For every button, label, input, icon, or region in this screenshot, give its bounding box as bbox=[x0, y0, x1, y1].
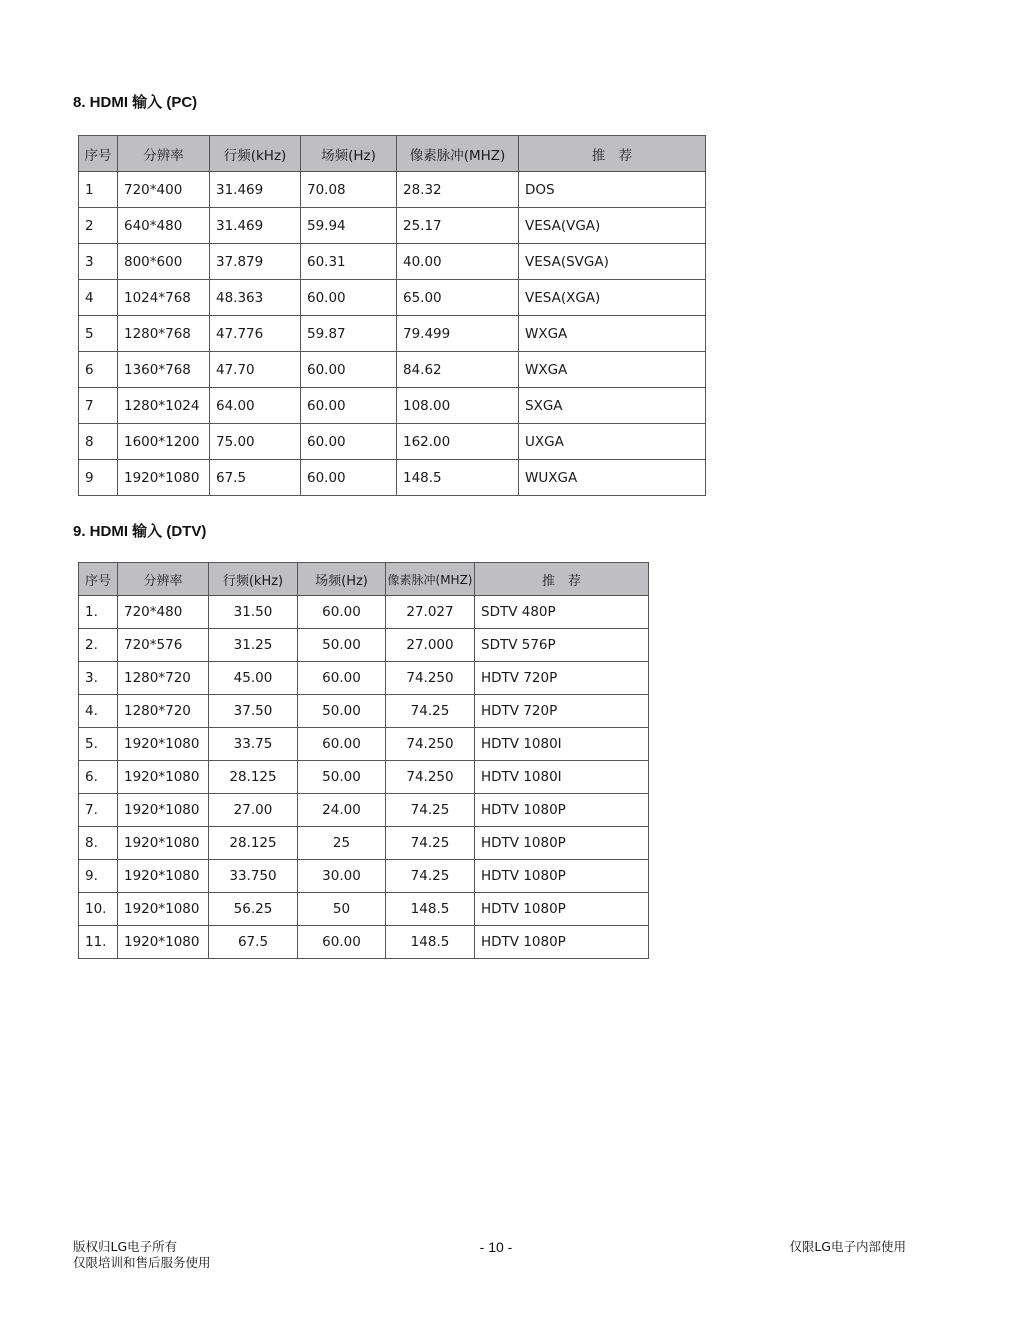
table-row bbox=[79, 794, 649, 827]
cell-index: 10. bbox=[79, 893, 118, 926]
cell-pixel-clock: 148.5 bbox=[397, 460, 519, 496]
cell-v-freq: 50 bbox=[298, 893, 386, 926]
footer-copyright-line1: 版权归LG电子所有 bbox=[73, 1239, 178, 1254]
cell-h-freq: 27.00 bbox=[209, 794, 298, 827]
cell-recommended: UXGA bbox=[519, 424, 706, 460]
cell-pixel-clock: 148.5 bbox=[386, 893, 475, 926]
cell-recommended: HDTV 720P bbox=[475, 695, 649, 728]
cell-index: 4. bbox=[79, 695, 118, 728]
cell-pixel-clock: 162.00 bbox=[397, 424, 519, 460]
cell-h-freq: 33.750 bbox=[209, 860, 298, 893]
cell-v-freq: 60.00 bbox=[301, 424, 397, 460]
pc-section-title: 8. HDMI 输入 (PC) bbox=[73, 94, 198, 111]
cell-index: 1. bbox=[79, 596, 118, 629]
cell-recommended: HDTV 1080P bbox=[475, 827, 649, 860]
cell-recommended: HDTV 1080P bbox=[475, 926, 649, 959]
cell-h-freq: 75.00 bbox=[210, 424, 301, 460]
footer-internal-use: 仅限LG电子内部使用 bbox=[789, 1239, 906, 1254]
cell-index: 2. bbox=[79, 629, 118, 662]
dtv-timing-table bbox=[78, 562, 649, 959]
cell-pixel-clock: 27.000 bbox=[386, 629, 475, 662]
cell-h-freq: 28.125 bbox=[209, 761, 298, 794]
header-recommended: 推 荐 bbox=[519, 136, 706, 172]
cell-h-freq: 31.50 bbox=[209, 596, 298, 629]
table-row bbox=[79, 926, 649, 959]
cell-recommended: WXGA bbox=[519, 352, 706, 388]
cell-v-freq: 60.31 bbox=[301, 244, 397, 280]
cell-index: 7 bbox=[79, 388, 118, 424]
cell-h-freq: 56.25 bbox=[209, 893, 298, 926]
cell-pixel-clock: 74.250 bbox=[386, 662, 475, 695]
cell-resolution: 1360*768 bbox=[118, 352, 210, 388]
cell-h-freq: 45.00 bbox=[209, 662, 298, 695]
cell-pixel-clock: 74.25 bbox=[386, 794, 475, 827]
header-recommended: 推 荐 bbox=[475, 563, 649, 596]
header-resolution: 分辨率 bbox=[118, 563, 209, 596]
cell-resolution: 720*576 bbox=[118, 629, 209, 662]
cell-v-freq: 70.08 bbox=[301, 172, 397, 208]
cell-h-freq: 33.75 bbox=[209, 728, 298, 761]
header-pixel-clock: 像素脉冲(MHZ) bbox=[397, 136, 519, 172]
cell-pixel-clock: 28.32 bbox=[397, 172, 519, 208]
header-index: 序号 bbox=[79, 563, 118, 596]
cell-pixel-clock: 27.027 bbox=[386, 596, 475, 629]
cell-recommended: HDTV 720P bbox=[475, 662, 649, 695]
cell-index: 8 bbox=[79, 424, 118, 460]
cell-recommended: SDTV 576P bbox=[475, 629, 649, 662]
table-row bbox=[79, 695, 649, 728]
table-row bbox=[79, 172, 706, 208]
cell-h-freq: 37.50 bbox=[209, 695, 298, 728]
cell-resolution: 640*480 bbox=[118, 208, 210, 244]
cell-resolution: 1280*768 bbox=[118, 316, 210, 352]
cell-pixel-clock: 40.00 bbox=[397, 244, 519, 280]
cell-pixel-clock: 74.25 bbox=[386, 860, 475, 893]
cell-h-freq: 31.25 bbox=[209, 629, 298, 662]
cell-h-freq: 48.363 bbox=[210, 280, 301, 316]
cell-v-freq: 60.00 bbox=[298, 596, 386, 629]
cell-v-freq: 30.00 bbox=[298, 860, 386, 893]
cell-h-freq: 31.469 bbox=[210, 208, 301, 244]
cell-pixel-clock: 84.62 bbox=[397, 352, 519, 388]
cell-resolution: 1920*1080 bbox=[118, 728, 209, 761]
cell-pixel-clock: 108.00 bbox=[397, 388, 519, 424]
cell-resolution: 1280*720 bbox=[118, 695, 209, 728]
cell-recommended: HDTV 1080I bbox=[475, 761, 649, 794]
cell-v-freq: 60.00 bbox=[301, 280, 397, 316]
cell-v-freq: 25 bbox=[298, 827, 386, 860]
cell-index: 4 bbox=[79, 280, 118, 316]
cell-resolution: 1920*1080 bbox=[118, 794, 209, 827]
cell-index: 2 bbox=[79, 208, 118, 244]
cell-recommended: DOS bbox=[519, 172, 706, 208]
table-row bbox=[79, 827, 649, 860]
cell-resolution: 1920*1080 bbox=[118, 761, 209, 794]
cell-v-freq: 60.00 bbox=[301, 352, 397, 388]
cell-resolution: 1920*1080 bbox=[118, 860, 209, 893]
cell-v-freq: 50.00 bbox=[298, 695, 386, 728]
header-v-freq: 场频(Hz) bbox=[301, 136, 397, 172]
cell-pixel-clock: 74.25 bbox=[386, 827, 475, 860]
cell-resolution: 1920*1080 bbox=[118, 827, 209, 860]
table-header-row bbox=[79, 136, 706, 172]
table-row bbox=[79, 460, 706, 496]
cell-pixel-clock: 79.499 bbox=[397, 316, 519, 352]
cell-v-freq: 59.94 bbox=[301, 208, 397, 244]
cell-v-freq: 60.00 bbox=[298, 728, 386, 761]
cell-v-freq: 50.00 bbox=[298, 629, 386, 662]
cell-resolution: 1920*1080 bbox=[118, 460, 210, 496]
table-row bbox=[79, 280, 706, 316]
cell-pixel-clock: 74.250 bbox=[386, 761, 475, 794]
header-resolution: 分辨率 bbox=[118, 136, 210, 172]
cell-index: 3. bbox=[79, 662, 118, 695]
cell-h-freq: 67.5 bbox=[209, 926, 298, 959]
table-row bbox=[79, 388, 706, 424]
cell-index: 7. bbox=[79, 794, 118, 827]
cell-resolution: 1024*768 bbox=[118, 280, 210, 316]
cell-pixel-clock: 74.25 bbox=[386, 695, 475, 728]
cell-index: 8. bbox=[79, 827, 118, 860]
table-row bbox=[79, 662, 649, 695]
cell-recommended: SDTV 480P bbox=[475, 596, 649, 629]
cell-resolution: 800*600 bbox=[118, 244, 210, 280]
page-number: - 10 - bbox=[479, 1239, 513, 1255]
cell-v-freq: 60.00 bbox=[298, 662, 386, 695]
cell-pixel-clock: 148.5 bbox=[386, 926, 475, 959]
cell-h-freq: 31.469 bbox=[210, 172, 301, 208]
cell-index: 6 bbox=[79, 352, 118, 388]
table-row bbox=[79, 596, 649, 629]
dtv-section-title: 9. HDMI 输入 (DTV) bbox=[73, 523, 207, 540]
header-h-freq: 行频(kHz) bbox=[209, 563, 298, 596]
cell-recommended: WUXGA bbox=[519, 460, 706, 496]
cell-resolution: 720*400 bbox=[118, 172, 210, 208]
cell-pixel-clock: 25.17 bbox=[397, 208, 519, 244]
cell-v-freq: 50.00 bbox=[298, 761, 386, 794]
table-row bbox=[79, 761, 649, 794]
cell-resolution: 720*480 bbox=[118, 596, 209, 629]
cell-h-freq: 64.00 bbox=[210, 388, 301, 424]
cell-v-freq: 60.00 bbox=[301, 388, 397, 424]
cell-index: 5. bbox=[79, 728, 118, 761]
cell-recommended: HDTV 1080I bbox=[475, 728, 649, 761]
cell-v-freq: 60.00 bbox=[301, 460, 397, 496]
cell-index: 5 bbox=[79, 316, 118, 352]
cell-index: 3 bbox=[79, 244, 118, 280]
cell-h-freq: 67.5 bbox=[210, 460, 301, 496]
cell-index: 9 bbox=[79, 460, 118, 496]
table-row bbox=[79, 629, 649, 662]
cell-pixel-clock: 65.00 bbox=[397, 280, 519, 316]
cell-h-freq: 47.70 bbox=[210, 352, 301, 388]
cell-recommended: WXGA bbox=[519, 316, 706, 352]
cell-index: 1 bbox=[79, 172, 118, 208]
cell-h-freq: 28.125 bbox=[209, 827, 298, 860]
cell-recommended: VESA(VGA) bbox=[519, 208, 706, 244]
cell-v-freq: 24.00 bbox=[298, 794, 386, 827]
cell-recommended: HDTV 1080P bbox=[475, 860, 649, 893]
table-row bbox=[79, 208, 706, 244]
cell-index: 9. bbox=[79, 860, 118, 893]
header-index: 序号 bbox=[79, 136, 118, 172]
cell-recommended: VESA(SVGA) bbox=[519, 244, 706, 280]
cell-index: 6. bbox=[79, 761, 118, 794]
cell-resolution: 1600*1200 bbox=[118, 424, 210, 460]
cell-v-freq: 60.00 bbox=[298, 926, 386, 959]
cell-recommended: HDTV 1080P bbox=[475, 893, 649, 926]
cell-resolution: 1280*1024 bbox=[118, 388, 210, 424]
table-row bbox=[79, 424, 706, 460]
cell-h-freq: 37.879 bbox=[210, 244, 301, 280]
header-v-freq: 场频(Hz) bbox=[298, 563, 386, 596]
cell-recommended: VESA(XGA) bbox=[519, 280, 706, 316]
table-row bbox=[79, 893, 649, 926]
footer-copyright-line2: 仅限培训和售后服务使用 bbox=[73, 1255, 211, 1270]
cell-resolution: 1920*1080 bbox=[118, 926, 209, 959]
pc-timing-table bbox=[78, 135, 706, 496]
footer-copyright bbox=[73, 1239, 211, 1271]
cell-v-freq: 59.87 bbox=[301, 316, 397, 352]
table-row bbox=[79, 860, 649, 893]
cell-pixel-clock: 74.250 bbox=[386, 728, 475, 761]
cell-recommended: HDTV 1080P bbox=[475, 794, 649, 827]
cell-h-freq: 47.776 bbox=[210, 316, 301, 352]
table-row bbox=[79, 728, 649, 761]
table-row bbox=[79, 352, 706, 388]
header-h-freq: 行频(kHz) bbox=[210, 136, 301, 172]
table-header-row bbox=[79, 563, 649, 596]
cell-resolution: 1920*1080 bbox=[118, 893, 209, 926]
cell-resolution: 1280*720 bbox=[118, 662, 209, 695]
cell-recommended: SXGA bbox=[519, 388, 706, 424]
cell-index: 11. bbox=[79, 926, 118, 959]
table-row bbox=[79, 244, 706, 280]
table-row bbox=[79, 316, 706, 352]
header-pixel-clock: 像素脉冲(MHZ) bbox=[386, 563, 475, 596]
